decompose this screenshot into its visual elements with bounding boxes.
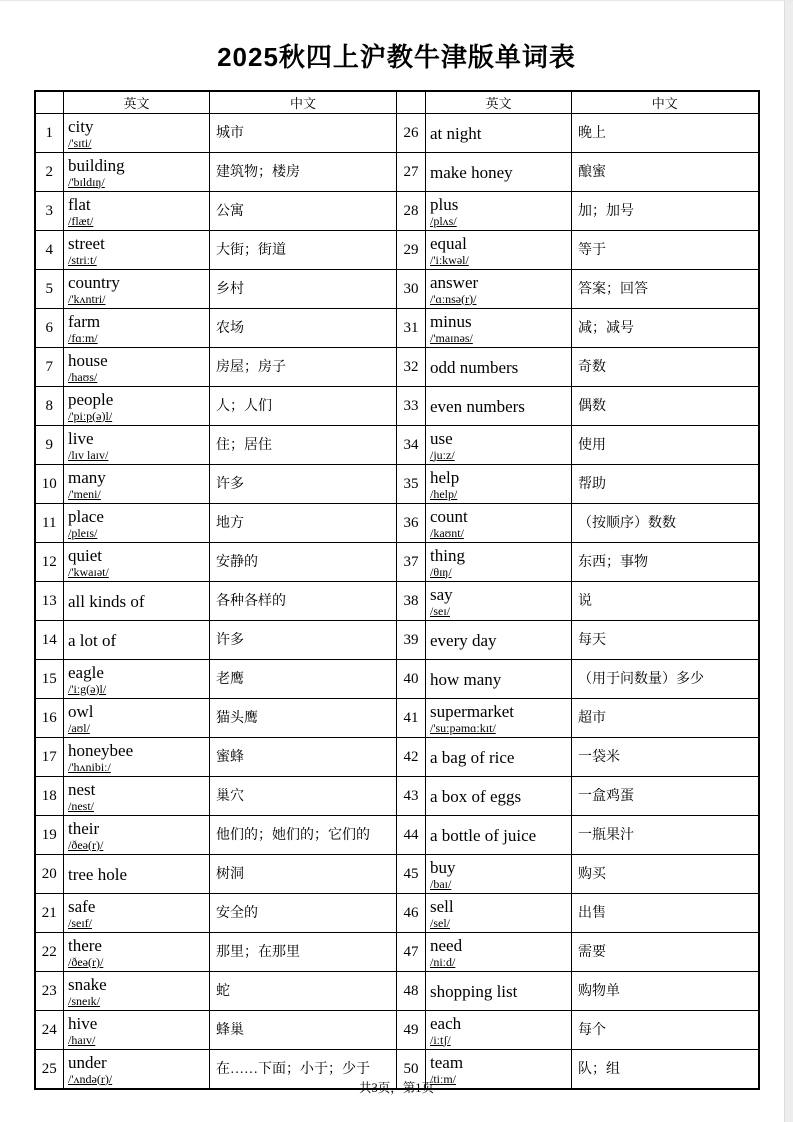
entry-number: 30 [397, 270, 426, 309]
entry-english [64, 309, 210, 348]
entry-chinese: 老鹰 [210, 660, 397, 699]
entry-english [64, 192, 210, 231]
entry-number: 45 [397, 855, 426, 894]
table-row [35, 504, 759, 543]
phonetic-transcription: /flæt/ [68, 213, 94, 228]
table-row [35, 855, 759, 894]
entry-english [64, 465, 210, 504]
entry-number: 47 [397, 933, 426, 972]
english-word: sell [430, 896, 454, 916]
entry-english [426, 543, 572, 582]
entry-english [426, 309, 572, 348]
english-word: honeybee [68, 740, 134, 760]
english-word: each [430, 1013, 462, 1033]
scrollbar[interactable] [784, 1, 793, 1122]
phonetic-transcription: /seɪf/ [68, 915, 92, 930]
table-header [35, 91, 759, 114]
entry-english [64, 933, 210, 972]
word-table-body [35, 114, 759, 1090]
entry-chinese: 大街；街道 [210, 231, 397, 270]
entry-english [64, 231, 210, 270]
entry-number: 24 [35, 1011, 64, 1050]
entry-chinese: 加；加号 [572, 192, 759, 231]
table-row [35, 738, 759, 777]
english-word: house [68, 350, 108, 370]
entry-english [64, 621, 210, 660]
phonetic-transcription: /haɪv/ [68, 1032, 96, 1047]
entry-english [426, 348, 572, 387]
entry-number: 49 [397, 1011, 426, 1050]
entry-english [64, 153, 210, 192]
entry-number: 11 [35, 504, 64, 543]
entry-number: 7 [35, 348, 64, 387]
header-english-left: 英文 [64, 91, 210, 114]
entry-number: 25 [35, 1050, 64, 1090]
header-chinese-right: 中文 [572, 91, 759, 114]
entry-chinese: 住；居住 [210, 426, 397, 465]
entry-chinese: （用于问数量）多少 [572, 660, 759, 699]
english-word: under [68, 1052, 107, 1072]
table-row [35, 699, 759, 738]
phonetic-transcription: /aʊl/ [68, 720, 90, 735]
english-word: even numbers [430, 396, 525, 416]
entry-number: 4 [35, 231, 64, 270]
phonetic-transcription: /juːz/ [430, 447, 455, 462]
entry-chinese: 蛇 [210, 972, 397, 1011]
english-word: tree hole [68, 864, 127, 884]
page-title: 2025秋四上沪教牛津版单词表 [217, 42, 576, 72]
entry-number: 15 [35, 660, 64, 699]
phonetic-transcription: /'kwaɪət/ [68, 564, 109, 579]
phonetic-transcription: /'ɑːnsə(r)/ [430, 291, 477, 306]
entry-english [64, 816, 210, 855]
entry-english [64, 543, 210, 582]
page-footer: 共3页，第1页 [358, 1081, 434, 1095]
english-word: farm [68, 311, 101, 331]
english-word: plus [430, 194, 459, 214]
table-row [35, 192, 759, 231]
english-word: all kinds of [68, 591, 145, 611]
entry-english [426, 270, 572, 309]
table-row [35, 972, 759, 1011]
phonetic-transcription: /tiːm/ [430, 1071, 457, 1086]
english-word: at night [430, 123, 482, 143]
entry-number: 12 [35, 543, 64, 582]
phonetic-transcription: /sneɪk/ [68, 993, 100, 1008]
entry-english [64, 582, 210, 621]
phonetic-transcription: /'ʌndə(r)/ [68, 1071, 113, 1086]
entry-chinese: 奇数 [572, 348, 759, 387]
phonetic-transcription: /pleɪs/ [68, 525, 98, 540]
entry-chinese: 公寓 [210, 192, 397, 231]
entry-english [426, 816, 572, 855]
english-word: team [430, 1052, 464, 1072]
english-word: thing [430, 545, 465, 565]
entry-chinese: 出售 [572, 894, 759, 933]
entry-chinese: 超市 [572, 699, 759, 738]
phonetic-transcription: /'hʌnibiː/ [68, 759, 111, 774]
entry-chinese: 一盒鸡蛋 [572, 777, 759, 816]
entry-chinese: 等于 [572, 231, 759, 270]
entry-number: 48 [397, 972, 426, 1011]
english-word: answer [430, 272, 479, 292]
english-word: equal [430, 233, 467, 253]
phonetic-transcription: /help/ [430, 486, 458, 501]
table-row [35, 387, 759, 426]
entry-english [426, 1011, 572, 1050]
header-chinese-left: 中文 [210, 91, 397, 114]
english-word: street [68, 233, 105, 253]
phonetic-transcription: /'iːg(ə)l/ [68, 681, 107, 696]
entry-chinese: 人；人们 [210, 387, 397, 426]
entry-chinese: 东西；事物 [572, 543, 759, 582]
english-word: owl [68, 701, 94, 721]
entry-number: 26 [397, 114, 426, 153]
english-word: buy [430, 857, 456, 877]
entry-english [426, 231, 572, 270]
table-row [35, 231, 759, 270]
entry-number: 29 [397, 231, 426, 270]
entry-number: 8 [35, 387, 64, 426]
entry-english [64, 894, 210, 933]
entry-english [64, 348, 210, 387]
entry-english [426, 933, 572, 972]
entry-number: 2 [35, 153, 64, 192]
entry-number: 40 [397, 660, 426, 699]
phonetic-transcription: /lɪv laɪv/ [68, 447, 109, 462]
entry-english [426, 699, 572, 738]
entry-english [64, 855, 210, 894]
entry-english [426, 894, 572, 933]
entry-chinese: 城市 [210, 114, 397, 153]
entry-number: 42 [397, 738, 426, 777]
phonetic-transcription: /'sɪti/ [68, 135, 92, 150]
table-row [35, 894, 759, 933]
english-word: help [430, 467, 460, 487]
entry-english [426, 465, 572, 504]
table-row [35, 309, 759, 348]
phonetic-transcription: /'bɪldɪŋ/ [68, 174, 105, 189]
english-word: quiet [68, 545, 102, 565]
entry-english [426, 738, 572, 777]
entry-number: 27 [397, 153, 426, 192]
entry-chinese: 需要 [572, 933, 759, 972]
phonetic-transcription: /sel/ [430, 915, 450, 930]
english-word: how many [430, 669, 502, 689]
english-word: city [68, 116, 94, 136]
entry-chinese: 各种各样的 [210, 582, 397, 621]
phonetic-transcription: /iːtʃ/ [430, 1032, 451, 1047]
entry-english [426, 114, 572, 153]
entry-number: 46 [397, 894, 426, 933]
entry-english [64, 270, 210, 309]
entry-chinese: 巢穴 [210, 777, 397, 816]
entry-chinese: 使用 [572, 426, 759, 465]
english-word: their [68, 818, 100, 838]
english-word: every day [430, 630, 497, 650]
entry-number: 34 [397, 426, 426, 465]
english-word: people [68, 389, 114, 409]
table-row [35, 465, 759, 504]
table-row [35, 816, 759, 855]
entry-chinese: 他们的；她们的；它们的 [210, 816, 397, 855]
phonetic-transcription: /plʌs/ [430, 213, 457, 228]
table-row [35, 270, 759, 309]
entry-chinese: 蜂巢 [210, 1011, 397, 1050]
entry-chinese: 一袋米 [572, 738, 759, 777]
english-word: shopping list [430, 981, 518, 1001]
phonetic-transcription: /'iːkwəl/ [430, 252, 469, 267]
english-word: minus [430, 311, 472, 331]
phonetic-transcription: /niːd/ [430, 954, 456, 969]
english-word: live [68, 428, 94, 448]
english-word: many [68, 467, 106, 487]
entry-english [426, 621, 572, 660]
entry-english [426, 504, 572, 543]
entry-chinese: 每天 [572, 621, 759, 660]
entry-english [426, 972, 572, 1011]
entry-chinese: 晚上 [572, 114, 759, 153]
entry-number: 1 [35, 114, 64, 153]
entry-english [64, 738, 210, 777]
table-row [35, 933, 759, 972]
table-row [35, 621, 759, 660]
entry-number: 32 [397, 348, 426, 387]
phonetic-transcription: /fɑːm/ [68, 330, 98, 345]
english-word: country [68, 272, 120, 292]
table-row [35, 1011, 759, 1050]
entry-chinese: 猫头鹰 [210, 699, 397, 738]
english-word: snake [68, 974, 107, 994]
entry-chinese: 答案；回答 [572, 270, 759, 309]
entry-number: 44 [397, 816, 426, 855]
english-word: a bag of rice [430, 747, 515, 767]
entry-chinese: 建筑物；楼房 [210, 153, 397, 192]
table-row [35, 582, 759, 621]
english-word: nest [68, 779, 96, 799]
entry-number: 23 [35, 972, 64, 1011]
entry-english [426, 153, 572, 192]
entry-english [64, 699, 210, 738]
entry-english [426, 660, 572, 699]
entry-english [64, 387, 210, 426]
entry-chinese: 队；组 [572, 1050, 759, 1090]
phonetic-transcription: /striːt/ [68, 252, 97, 267]
entry-number: 39 [397, 621, 426, 660]
english-word: supermarket [430, 701, 515, 721]
entry-number: 43 [397, 777, 426, 816]
entry-english [426, 582, 572, 621]
english-word: there [68, 935, 102, 955]
entry-chinese: 安静的 [210, 543, 397, 582]
word-table [34, 90, 760, 1090]
english-word: count [430, 506, 468, 526]
entry-number: 37 [397, 543, 426, 582]
header-number-left [35, 91, 64, 114]
entry-chinese: 安全的 [210, 894, 397, 933]
english-word: hive [68, 1013, 98, 1033]
entry-number: 19 [35, 816, 64, 855]
entry-number: 6 [35, 309, 64, 348]
phonetic-transcription: /'meni/ [68, 486, 101, 501]
entry-english [426, 777, 572, 816]
phonetic-transcription: /kaʊnt/ [430, 525, 464, 540]
english-word: flat [68, 194, 91, 214]
entry-chinese: 减；减号 [572, 309, 759, 348]
header-row [35, 91, 759, 114]
table-row [35, 114, 759, 153]
entry-number: 41 [397, 699, 426, 738]
entry-chinese: 蜜蜂 [210, 738, 397, 777]
entry-chinese: 那里；在那里 [210, 933, 397, 972]
entry-number: 28 [397, 192, 426, 231]
table-row [35, 543, 759, 582]
entry-number: 17 [35, 738, 64, 777]
phonetic-transcription: /haʊs/ [68, 369, 98, 384]
entry-chinese: （按顺序）数数 [572, 504, 759, 543]
entry-number: 35 [397, 465, 426, 504]
table-row [35, 777, 759, 816]
english-word: need [430, 935, 463, 955]
entry-number: 21 [35, 894, 64, 933]
english-word: eagle [68, 662, 104, 682]
entry-chinese: 购物单 [572, 972, 759, 1011]
english-word: a lot of [68, 630, 117, 650]
entry-chinese: 一瓶果汁 [572, 816, 759, 855]
entry-english [426, 387, 572, 426]
entry-chinese: 每个 [572, 1011, 759, 1050]
phonetic-transcription: /'maɪnəs/ [430, 330, 473, 345]
english-word: say [430, 584, 453, 604]
entry-chinese: 乡村 [210, 270, 397, 309]
entry-number: 16 [35, 699, 64, 738]
entry-chinese: 偶数 [572, 387, 759, 426]
entry-number: 36 [397, 504, 426, 543]
entry-number: 5 [35, 270, 64, 309]
english-word: a bottle of juice [430, 825, 537, 845]
english-word: building [68, 155, 125, 175]
entry-english [426, 426, 572, 465]
header-number-right [397, 91, 426, 114]
entry-chinese: 农场 [210, 309, 397, 348]
entry-english [64, 426, 210, 465]
entry-number: 3 [35, 192, 64, 231]
entry-chinese: 在……下面；小于；少于 [210, 1050, 397, 1090]
phonetic-transcription: /ðeə(r)/ [68, 837, 104, 852]
phonetic-transcription: /'suːpəmɑːkɪt/ [430, 720, 496, 735]
entry-chinese: 酿蜜 [572, 153, 759, 192]
english-word: use [430, 428, 453, 448]
entry-chinese: 树洞 [210, 855, 397, 894]
entry-chinese: 帮助 [572, 465, 759, 504]
phonetic-transcription: /'kʌntri/ [68, 291, 106, 306]
entry-chinese: 购买 [572, 855, 759, 894]
entry-chinese: 许多 [210, 621, 397, 660]
entry-english [426, 855, 572, 894]
entry-english [64, 777, 210, 816]
table-row [35, 660, 759, 699]
entry-number: 33 [397, 387, 426, 426]
entry-number: 38 [397, 582, 426, 621]
entry-number: 14 [35, 621, 64, 660]
english-word: make honey [430, 162, 513, 182]
header-english-right: 英文 [426, 91, 572, 114]
table-row [35, 348, 759, 387]
entry-chinese: 说 [572, 582, 759, 621]
entry-chinese: 许多 [210, 465, 397, 504]
entry-english [64, 114, 210, 153]
english-word: safe [68, 896, 96, 916]
entry-chinese: 地方 [210, 504, 397, 543]
phonetic-transcription: /'piːp(ə)l/ [68, 408, 113, 423]
table-row [35, 426, 759, 465]
phonetic-transcription: /baɪ/ [430, 876, 452, 891]
phonetic-transcription: /ðeə(r)/ [68, 954, 104, 969]
entry-english [64, 1011, 210, 1050]
entry-english [64, 660, 210, 699]
entry-number: 50 [397, 1050, 426, 1090]
entry-number: 9 [35, 426, 64, 465]
entry-number: 31 [397, 309, 426, 348]
entry-chinese: 房屋；房子 [210, 348, 397, 387]
table-row [35, 153, 759, 192]
entry-number: 10 [35, 465, 64, 504]
english-word: place [68, 506, 104, 526]
phonetic-transcription: /θɪŋ/ [430, 564, 452, 579]
entry-english [426, 192, 572, 231]
entry-number: 20 [35, 855, 64, 894]
entry-number: 13 [35, 582, 64, 621]
english-word: a box of eggs [430, 786, 522, 806]
phonetic-transcription: /seɪ/ [430, 603, 450, 618]
english-word: odd numbers [430, 357, 519, 377]
phonetic-transcription: /nest/ [68, 798, 94, 813]
entry-english [64, 972, 210, 1011]
entry-number: 22 [35, 933, 64, 972]
entry-english [64, 504, 210, 543]
entry-number: 18 [35, 777, 64, 816]
